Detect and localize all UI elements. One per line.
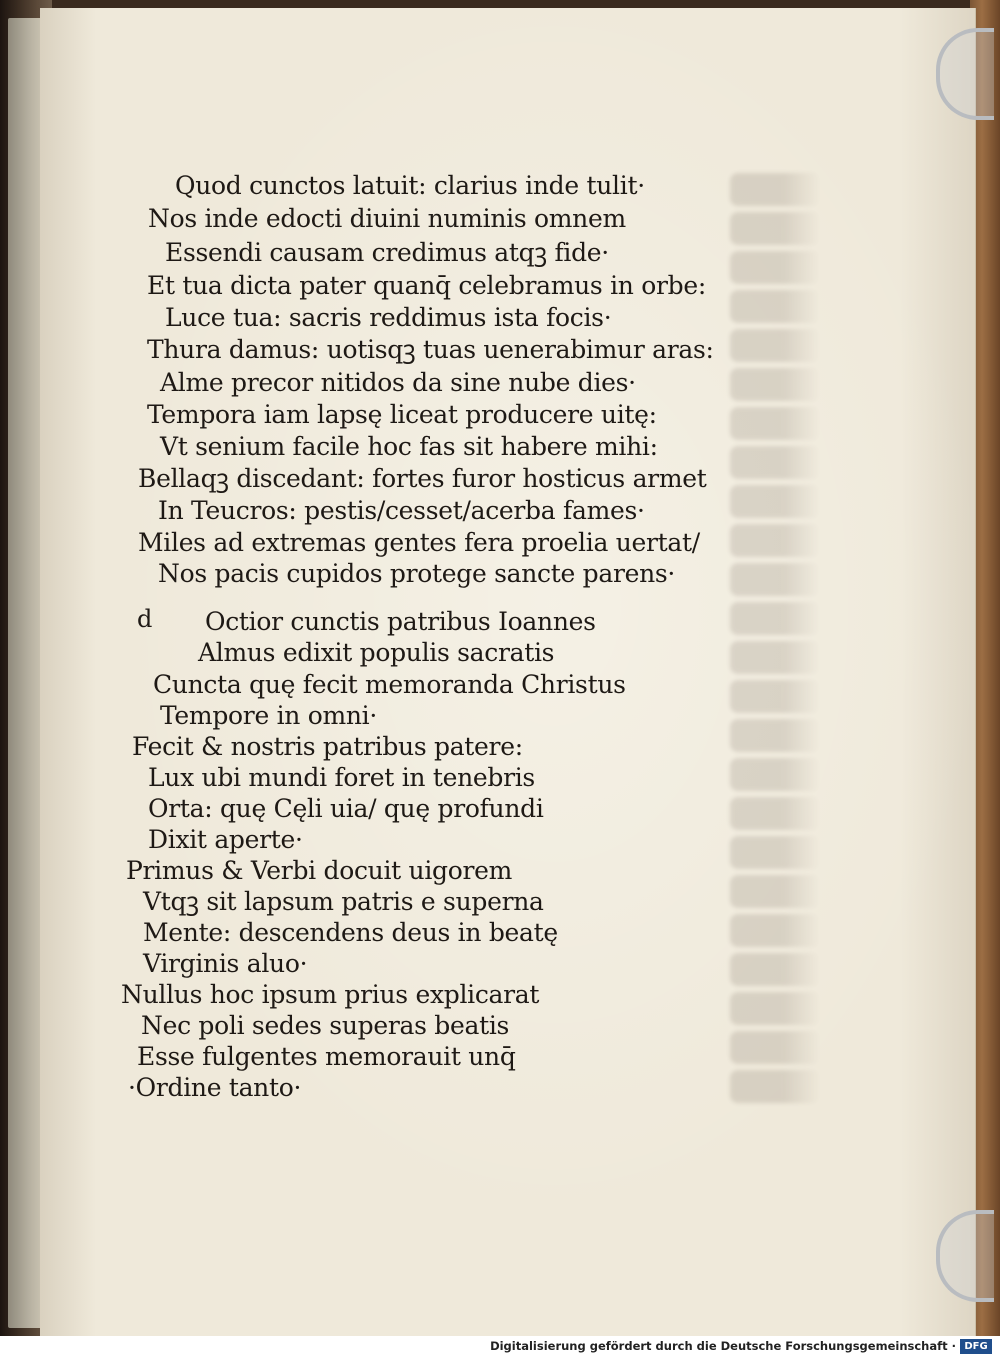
verse-line: Bellaqꝫ discedant: fortes furor hosticus armet: [138, 464, 707, 493]
verse-line: Mente: descendens deus in beatę: [143, 918, 558, 947]
verse-line: Fecit & nostris patribus patere:: [132, 732, 523, 761]
verse-line: ·Ordine tanto·: [128, 1073, 302, 1102]
verse-line: Vtqꝫ sit lapsum patris e superna: [143, 887, 544, 916]
digitization-footer: [0, 1336, 1000, 1358]
dfg-logo: DFG: [960, 1339, 992, 1354]
verse-line: Essendi causam credimus atqꝫ fide·: [165, 238, 609, 267]
verse-line: Tempore in omni·: [160, 701, 378, 730]
verse-line: Vt senium facile hoc fas sit habere mihi:: [160, 432, 658, 461]
verse-line: In Teucros: pestis/cesset/acerba fames·: [158, 496, 645, 525]
guide-letter: d: [137, 605, 153, 633]
verse-line: Cuncta quę fecit memoranda Christus: [153, 670, 626, 699]
verse-line: Almus edixit populis sacratis: [198, 638, 555, 667]
verse-line: Dixit aperte·: [148, 825, 303, 854]
verse-line: Nos inde edocti diuini numinis omnem: [148, 204, 626, 233]
verse-line: Nullus hoc ipsum prius explicarat: [121, 980, 540, 1009]
verse-line: Primus & Verbi docuit uigorem: [126, 856, 513, 885]
verse-line: Lux ubi mundi foret in tenebris: [148, 763, 535, 792]
verse-line: Et tua dicta pater quanq̄ celebramus in orbe:: [147, 271, 706, 300]
verse-line: Tempora iam lapsę liceat producere uitę:: [147, 400, 657, 429]
verse-line: Virginis aluo·: [143, 949, 308, 978]
verse-line: Octior cunctis patribus Ioannes: [205, 607, 596, 636]
verse-line: Alme precor nitidos da sine nube dies·: [160, 368, 636, 397]
verse-line: Luce tua: sacris reddimus ista focis·: [165, 303, 612, 332]
funding-credit: Digitalisierung gefördert durch die Deutsche Forschungsgemeinschaft ·: [490, 1339, 956, 1353]
verse-line: Quod cunctos latuit: clarius inde tulit·: [175, 171, 645, 200]
verse-line: Orta: quę Cęli uia/ quę profundi: [148, 794, 544, 823]
verse-line: Nos pacis cupidos protege sancte parens·: [158, 559, 676, 588]
verse-line: Miles ad extremas gentes fera proelia uertat/: [138, 528, 700, 557]
verse-line: Esse fulgentes memorauit unq̄: [137, 1042, 516, 1071]
verse-line: Nec poli sedes superas beatis: [141, 1011, 510, 1040]
verse-line: Thura damus: uotisqꝫ tuas uenerabimur aras:: [147, 335, 714, 364]
